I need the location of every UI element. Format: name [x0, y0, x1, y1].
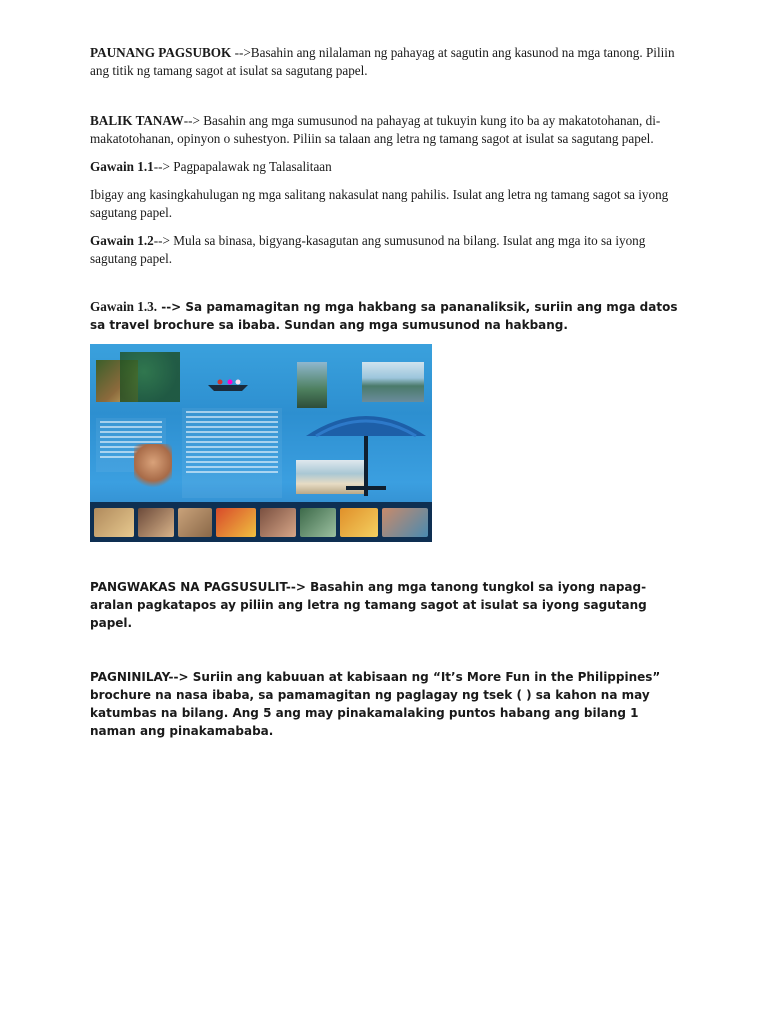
- brochure-thumb-3: [178, 508, 212, 537]
- balik-tanaw-section: [90, 112, 680, 148]
- pagninilay-title: PAGNINILAY-->: [90, 670, 189, 684]
- brochure-thumb-8: [382, 508, 428, 537]
- travel-brochure-image: [90, 344, 432, 542]
- brochure-photo-island: [362, 362, 424, 402]
- brochure-text-middle: [182, 408, 282, 498]
- gawain-1-2-title: Gawain 1.2: [90, 233, 154, 248]
- gawain-1-3-section: [90, 298, 680, 334]
- brochure-photo-boat-dock: [297, 362, 327, 408]
- gawain-1-1-body: --> Pagpapalawak ng Talasalitaan: [153, 159, 332, 174]
- brochure-boat: [208, 379, 248, 391]
- pangwakas-section: [90, 578, 680, 632]
- gawain-1-3-title: Gawain 1.3.: [90, 299, 158, 314]
- brochure-umbrella: [306, 406, 426, 498]
- brochure-photo-palm: [120, 352, 180, 402]
- brochure-thumb-6: [300, 508, 336, 537]
- pangwakas-title: PANGWAKAS NA PAGSUSULIT-->: [90, 580, 306, 594]
- pangwakas-body: Basahin ang mga tanong tungkol sa iyong napag-aralan pagkatapos ay piliin ang letra ng tamang sagot at isulat sa iyong sagutang papel.: [90, 580, 647, 630]
- paunang-section: [90, 44, 680, 80]
- balik-tanaw-body: --> Basahin ang mga sumusunod na pahayag at tukuyin kung ito ba ay makatotohanan, di-makatotohanan, opinyon o suhestyon. Piliin sa talaan ang letra ng tamang sagot at isulat sa sagutang papel.: [90, 113, 661, 146]
- document-page: [90, 44, 680, 740]
- brochure-thumb-2: [138, 508, 174, 537]
- paunang-title: PAUNANG PAGSUBOK: [90, 45, 232, 60]
- brochure-thumb-4: [216, 508, 256, 537]
- gawain-1-3-body: --> Sa pamamagitan ng mga hakbang sa pananaliksik, suriin ang mga datos sa travel brochure sa ibaba. Sundan ang mga sumusunod na hakbang.: [90, 300, 678, 332]
- balik-tanaw-title: BALIK TANAW: [90, 113, 184, 128]
- brochure-thumb-7: [340, 508, 378, 537]
- brochure-thumb-5: [260, 508, 296, 537]
- pagninilay-body: Suriin ang kabuuan at kabisaan ng “It’s More Fun in the Philippines” brochure na nasa ibaba, sa pamamagitan ng paglagay ng tsek ( ) sa kahon na may katumbas na bilang. Ang 5 ang may pinakamalaking puntos habang ang bilang 1 naman ang pinakamababa.: [90, 670, 661, 738]
- gawain-1-1-title: Gawain 1.1: [90, 159, 154, 174]
- brochure-photo-people: [134, 444, 172, 490]
- gawain-1-2-body: --> Mula sa binasa, bigyang-kasagutan ang sumusunod na bilang. Isulat ang mga ito sa iyong sagutang papel.: [90, 233, 646, 266]
- gawain-1-1-section: [90, 158, 680, 176]
- gawain-1-2-section: [90, 232, 680, 268]
- paunang-body: -->Basahin ang nilalaman ng pahayag at sagutin ang kasunod na mga tanong. Piliin ang titik ng tamang sagot at isulat sa sagutang papel.: [90, 45, 675, 78]
- gawain-1-1-instruction: Ibigay ang kasingkahulugan ng mga salitang nakasulat nang pahilis. Isulat ang letra ng tamang sagot sa iyong sagutang papel.: [90, 187, 669, 220]
- brochure-thumb-1: [94, 508, 134, 537]
- pagninilay-section: [90, 668, 680, 740]
